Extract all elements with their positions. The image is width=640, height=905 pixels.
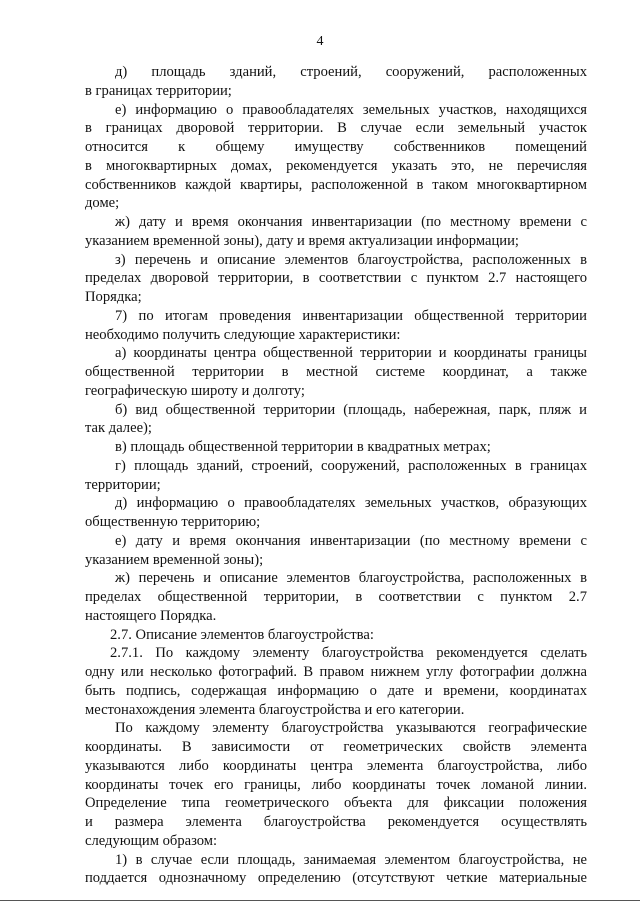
text-line: местонахождения элемента благоустройства и его категории. <box>85 701 465 718</box>
text-line: географическую широту и долготу; <box>85 382 305 399</box>
text-line: собственников каждой квартиры, расположенной в таком многоквартирном <box>85 176 587 193</box>
text-line: д) информацию о правообладателях земельных участков, образующих <box>115 495 587 512</box>
text-line: координаты. В зависимости от геометрических свойств элемента <box>85 739 587 755</box>
page-number: 4 <box>316 34 324 49</box>
text-line: в границах территории; <box>85 82 232 99</box>
text-line: и размера элемента благоустройства рекомендуется осуществлять <box>85 814 587 830</box>
text-line: По каждому элементу благоустройства указываются географические <box>115 720 587 737</box>
text-line: а) координаты центра общественной территории и координаты границы <box>115 345 587 362</box>
text-line: Определение типа геометрического объекта для фиксации положения <box>85 795 587 812</box>
text-line: 7) по итогам проведения инвентаризации общественной территории <box>115 307 587 324</box>
text-line: поддается однозначному определению (отсутствуют четкие материальные <box>85 870 587 887</box>
text-line: территории; <box>85 476 161 493</box>
text-line: пределах общественной территории, в соответствии с пунктом 2.7 <box>85 589 587 605</box>
text-line: з) перечень и описание элементов благоустройства, расположенных в <box>115 251 587 268</box>
text-line: 2.7. Описание элементов благоустройства: <box>110 626 374 643</box>
text-line: общественной территории в местной системе координат, а также <box>85 364 587 380</box>
text-line: ж) перечень и описание элементов благоустройства, расположенных в <box>115 570 587 587</box>
text-line: следующим образом: <box>85 832 218 849</box>
text-line: доме; <box>85 195 120 212</box>
text-line: Порядка; <box>85 289 142 305</box>
scan-edge-line <box>0 900 640 901</box>
document-body <box>85 63 587 888</box>
text-line: 1) в случае если площадь, занимаемая элементом благоустройства, не <box>115 851 587 868</box>
text-line: относится к общему имуществу собственников помещений <box>85 139 587 155</box>
text-line: е) дату и время окончания инвентаризации (по местному времени с <box>115 532 587 549</box>
text-line: быть подпись, содержащая информацию о дате и времени, координатах <box>85 682 587 699</box>
text-line: указанием временной зоны), дату и время актуализации информации; <box>85 232 519 249</box>
text-line: б) вид общественной территории (площадь, набережная, парк, пляж и <box>115 401 587 418</box>
text-line: одну или несколько фотографий. В правом нижнем углу фотографии должна <box>85 664 587 680</box>
text-line: в многоквартирных домах, рекомендуется указать это, не перечисляя <box>85 157 587 174</box>
text-line: необходимо получить следующие характеристики: <box>85 326 401 343</box>
text-line: координаты точек его границы, либо координаты точек ломаной линии. <box>85 776 587 793</box>
text-line: в границах дворовой территории. В случае если земельный участок <box>85 120 587 137</box>
text-line: пределах дворовой территории, в соответствии с пунктом 2.7 настоящего <box>85 270 587 287</box>
text-line: е) информацию о правообладателях земельных участков, находящихся <box>115 101 587 118</box>
text-line: указанием временной зоны); <box>85 551 264 568</box>
text-line: д) площадь зданий, строений, сооружений, расположенных <box>115 64 587 80</box>
text-line: 2.7.1. По каждому элементу благоустройства рекомендуется сделать <box>110 645 587 662</box>
text-line: в) площадь общественной территории в квадратных метрах; <box>115 439 491 455</box>
text-line: настоящего Порядка. <box>85 607 217 624</box>
text-line: г) площадь зданий, строений, сооружений, расположенных в границах <box>115 457 587 474</box>
text-line: ж) дату и время окончания инвентаризации (по местному времени с <box>115 214 587 230</box>
text-line: указываются либо координаты центра элемента благоустройства, либо <box>85 757 587 774</box>
text-line: общественную территорию; <box>85 514 261 530</box>
text-line: так далее); <box>85 420 152 437</box>
